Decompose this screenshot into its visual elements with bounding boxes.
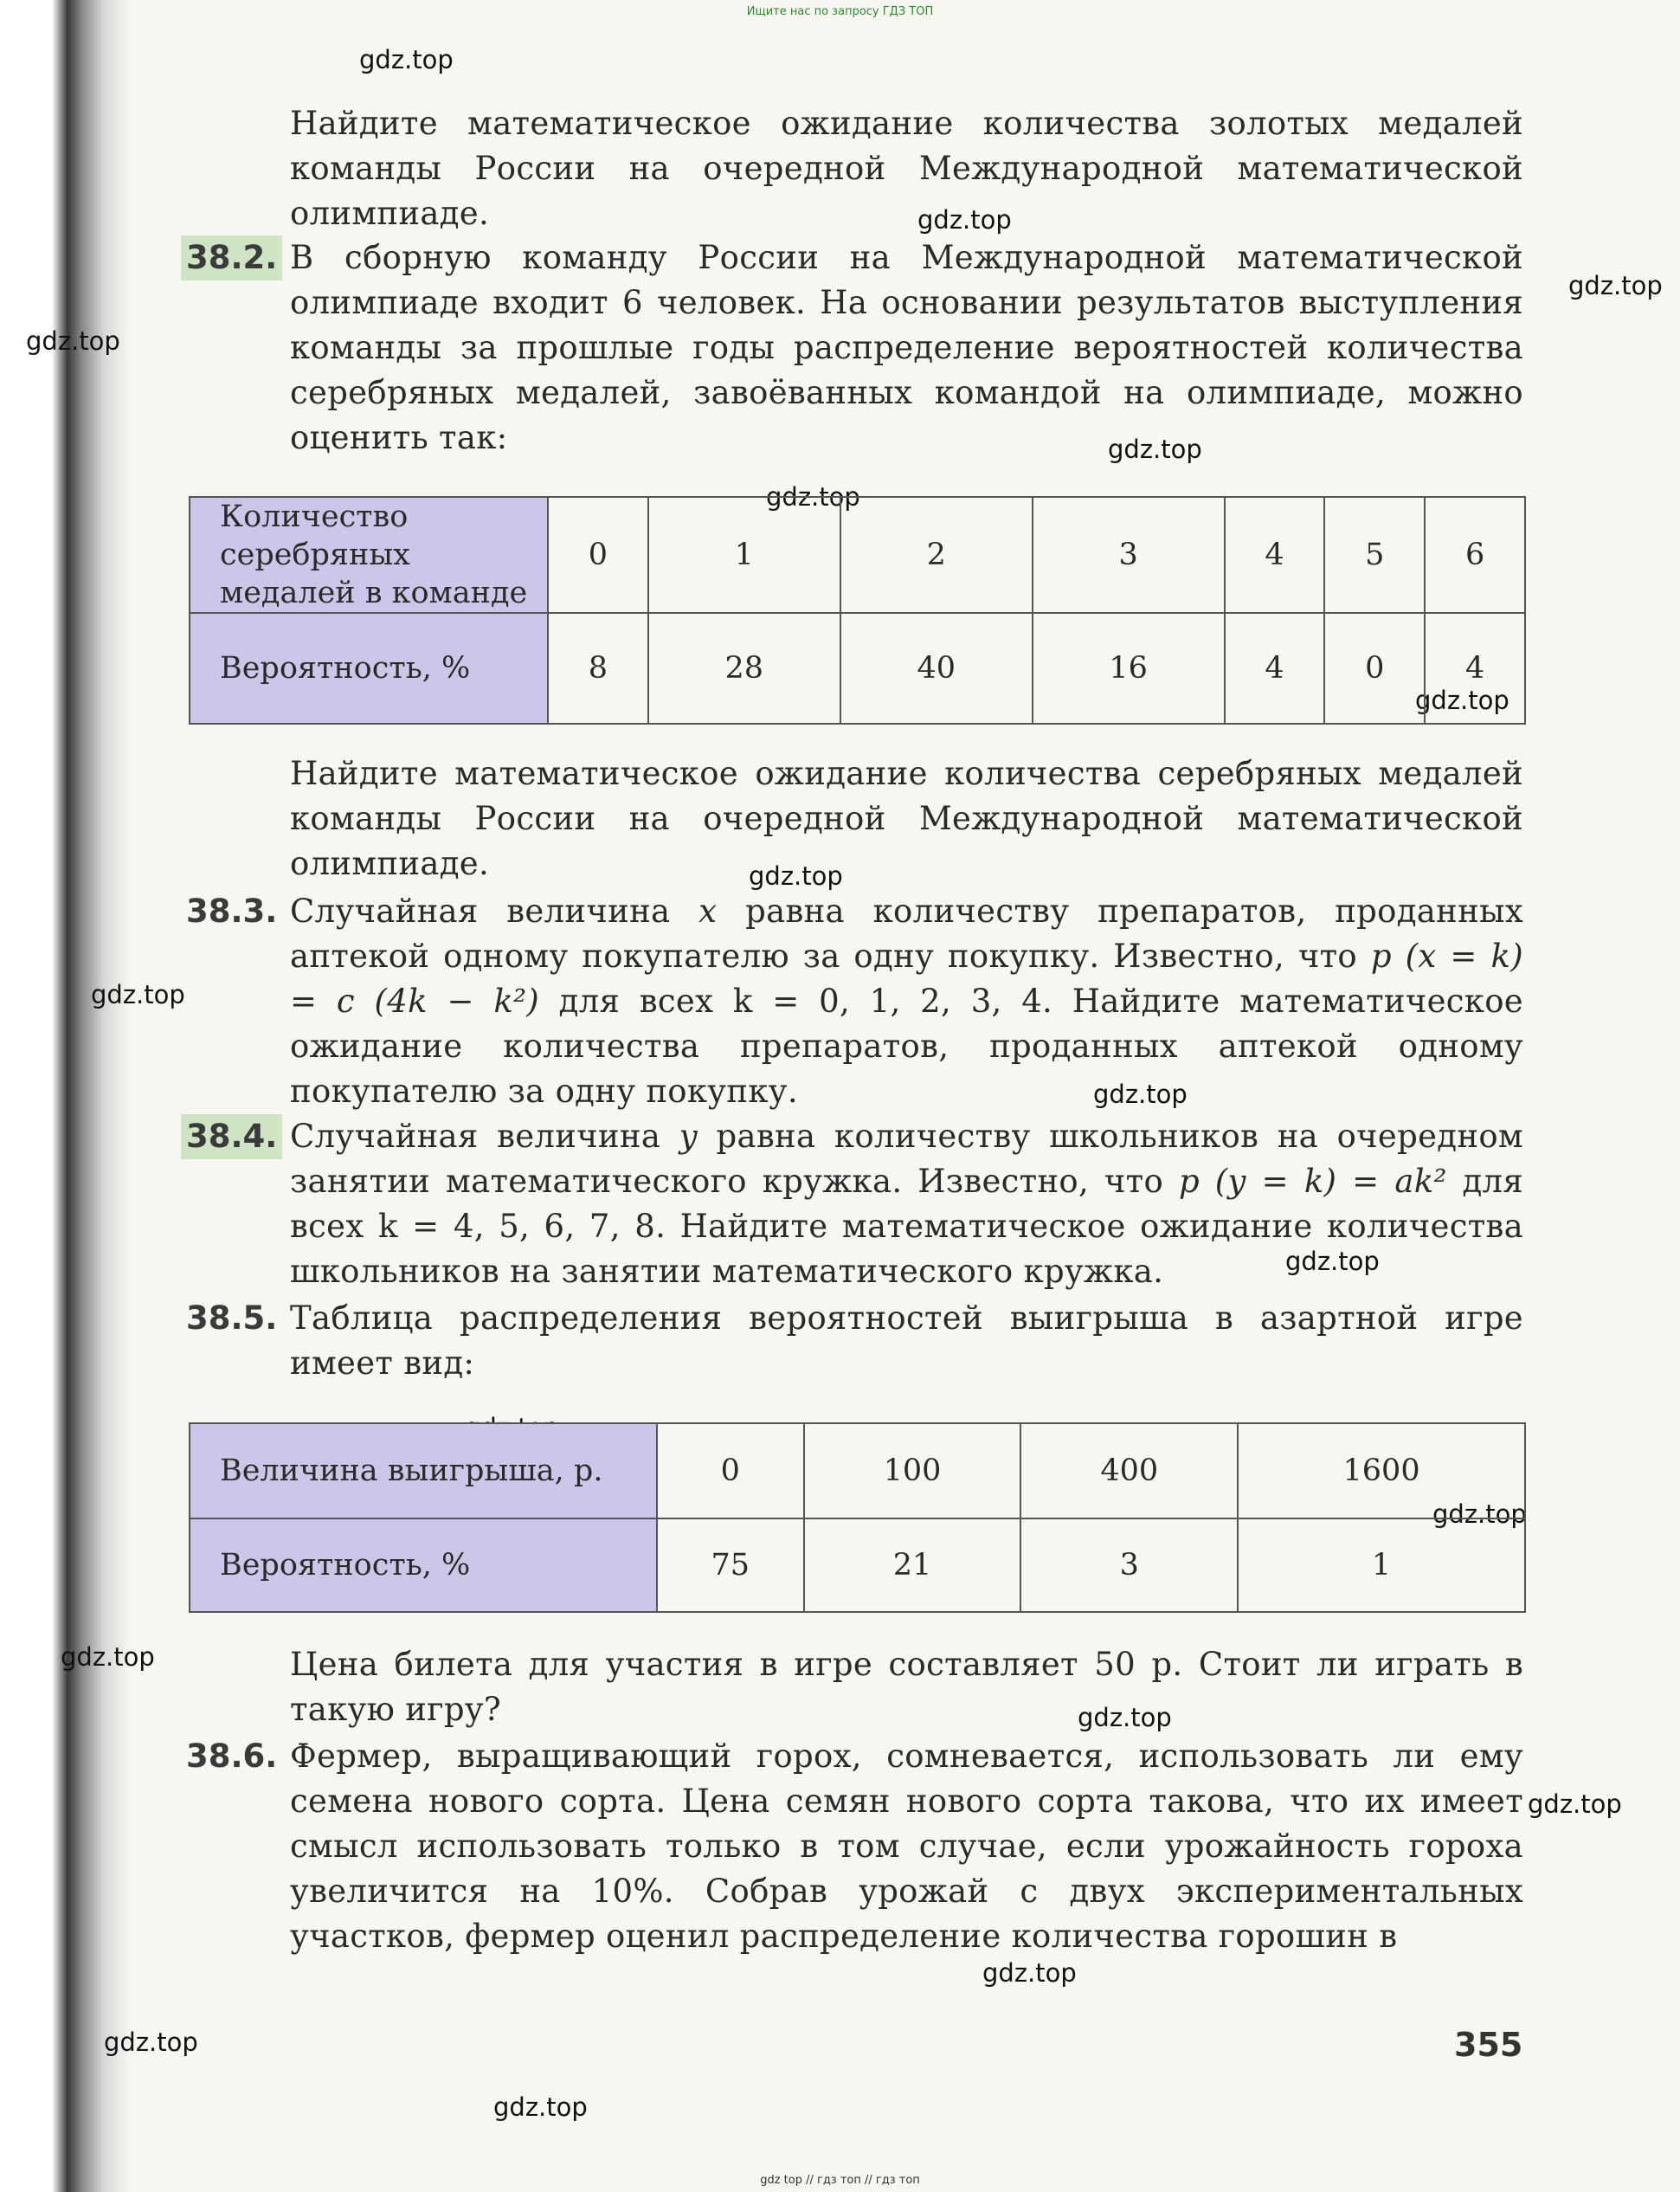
watermark: gdz.top — [26, 326, 120, 356]
top-banner: Ищите нас по запросу ГДЗ ТОП — [746, 5, 934, 18]
variable: x — [698, 893, 718, 930]
problem-text — [290, 889, 1523, 1114]
watermark: gdz.top — [766, 482, 860, 512]
table-cell: 6 — [1425, 497, 1525, 613]
problem-number: 38.3. — [186, 893, 278, 930]
table-cell: 4 — [1225, 497, 1325, 613]
watermark: gdz.top — [1415, 686, 1509, 715]
table-cell: 0 — [657, 1423, 804, 1518]
problem-number: 38.4. — [181, 1114, 282, 1159]
watermark: gdz.top — [493, 2092, 588, 2122]
table-cell: 21 — [804, 1518, 1021, 1612]
table-cell: 28 — [648, 613, 840, 724]
watermark: gdz.top — [1285, 1247, 1380, 1276]
table-cell: 8 — [548, 613, 648, 724]
table-cell: 4 — [1225, 613, 1325, 724]
text-part: Случайная величина — [290, 893, 671, 930]
table-cell: 1 — [648, 497, 840, 613]
winnings-table — [189, 1422, 1526, 1613]
problem-number: 38.2. — [181, 235, 282, 280]
watermark: gdz.top — [61, 1642, 155, 1672]
table-cell: 3 — [1033, 497, 1225, 613]
watermark: gdz.top — [1432, 1499, 1527, 1529]
problem-text: В сборную команду России на Международной математической олимпиаде входит 6 человек. На основании результатов выступления команды за прошлые годы распределение вероятностей количества серебряных медалей, завоёванных командой на олимпиаде, можно оценить так: — [290, 239, 1523, 456]
text-part: равна количеству препаратов, проданных аптекой одному покупателю за одну покупку. Известно, что — [290, 893, 1523, 975]
formula: p (x = k) = c (4k − k²) — [290, 938, 1524, 1020]
table-cell: 3 — [1020, 1518, 1238, 1612]
table-cell: 0 — [1324, 613, 1425, 724]
problem-followup: Цена билета для участия в игре составляет 50 р. Стоит ли играть в такую игру? — [290, 1646, 1523, 1728]
watermark: gdz.top — [917, 205, 1012, 235]
problem-followup: Найдите математическое ожидание количества серебряных медалей команды России на очередной Международной математической олимпиаде. — [290, 755, 1523, 882]
table-header-cell: Количество серебряных медалей в команде — [190, 497, 548, 613]
watermark: gdz.top — [982, 1958, 1077, 1988]
text-part: равна количеству школьников на очередном занятии математического кружка. Известно, что — [290, 1118, 1524, 1200]
watermark: gdz.top — [1108, 435, 1202, 464]
table-cell: 5 — [1324, 497, 1425, 613]
watermark: gdz.top — [1093, 1080, 1188, 1109]
problem-text: Таблица распределения вероятностей выигрыша в азартной игре имеет вид: — [290, 1299, 1523, 1382]
watermark: gdz.top — [104, 2028, 198, 2057]
table-cell: 4 — [1425, 613, 1525, 724]
table-cell: 75 — [657, 1518, 804, 1612]
table-cell: 100 — [804, 1423, 1021, 1518]
problem-text — [290, 1114, 1523, 1294]
table-cell: 40 — [840, 613, 1033, 724]
variable: y — [679, 1118, 698, 1155]
table-cell: 2 — [840, 497, 1033, 613]
watermark: gdz.top — [91, 980, 185, 1009]
page-number: 355 — [1454, 2026, 1523, 2064]
bottom-banner: gdz top // гдз топ // гдз топ — [760, 2174, 920, 2187]
table-cell: 1 — [1238, 1518, 1525, 1612]
watermark: gdz.top — [1568, 271, 1663, 300]
intro-paragraph: Найдите математическое ожидание количества золотых медалей команды России на очередной Международной математической олимпиаде. — [290, 105, 1523, 232]
text-part: Случайная величина — [290, 1118, 661, 1155]
watermark: gdz.top — [749, 861, 843, 891]
formula: p (y = k) = ak² — [1178, 1163, 1447, 1200]
watermark: gdz.top — [359, 45, 454, 74]
table-cell: 16 — [1033, 613, 1225, 724]
silver-medals-table — [189, 496, 1526, 725]
problem-number: 38.5. — [186, 1299, 278, 1337]
watermark: gdz.top — [1078, 1703, 1172, 1732]
table-header-cell: Вероятность, % — [190, 613, 548, 724]
problem-text: Фермер, выращивающий горох, сомневается, использовать ли ему семена нового сорта. Цена семян нового сорта такова, что их имеет смысл использовать только в том случае, если урожайность гороха увеличится на 10%. Собрав урожай с двух экспериментальных участков, фермер оценил распределение количества горошин в — [290, 1737, 1523, 1955]
table-header-cell: Вероятность, % — [190, 1518, 657, 1612]
table-cell: 0 — [548, 497, 648, 613]
text-part: для всех k = 0, 1, 2, 3, 4. Найдите математическое ожидание количества препаратов, проданных аптекой одному покупателю за одну покупку. — [290, 983, 1523, 1110]
watermark: gdz.top — [1528, 1789, 1622, 1819]
table-header-cell: Величина выигрыша, р. — [190, 1423, 657, 1518]
text-part: для всех k = 4, 5, 6, 7, 8. Найдите математическое ожидание количества школьников на занятии математического кружка. — [290, 1163, 1523, 1290]
table-cell: 1600 — [1238, 1423, 1525, 1518]
problem-number: 38.6. — [186, 1737, 278, 1775]
table-cell: 400 — [1020, 1423, 1238, 1518]
